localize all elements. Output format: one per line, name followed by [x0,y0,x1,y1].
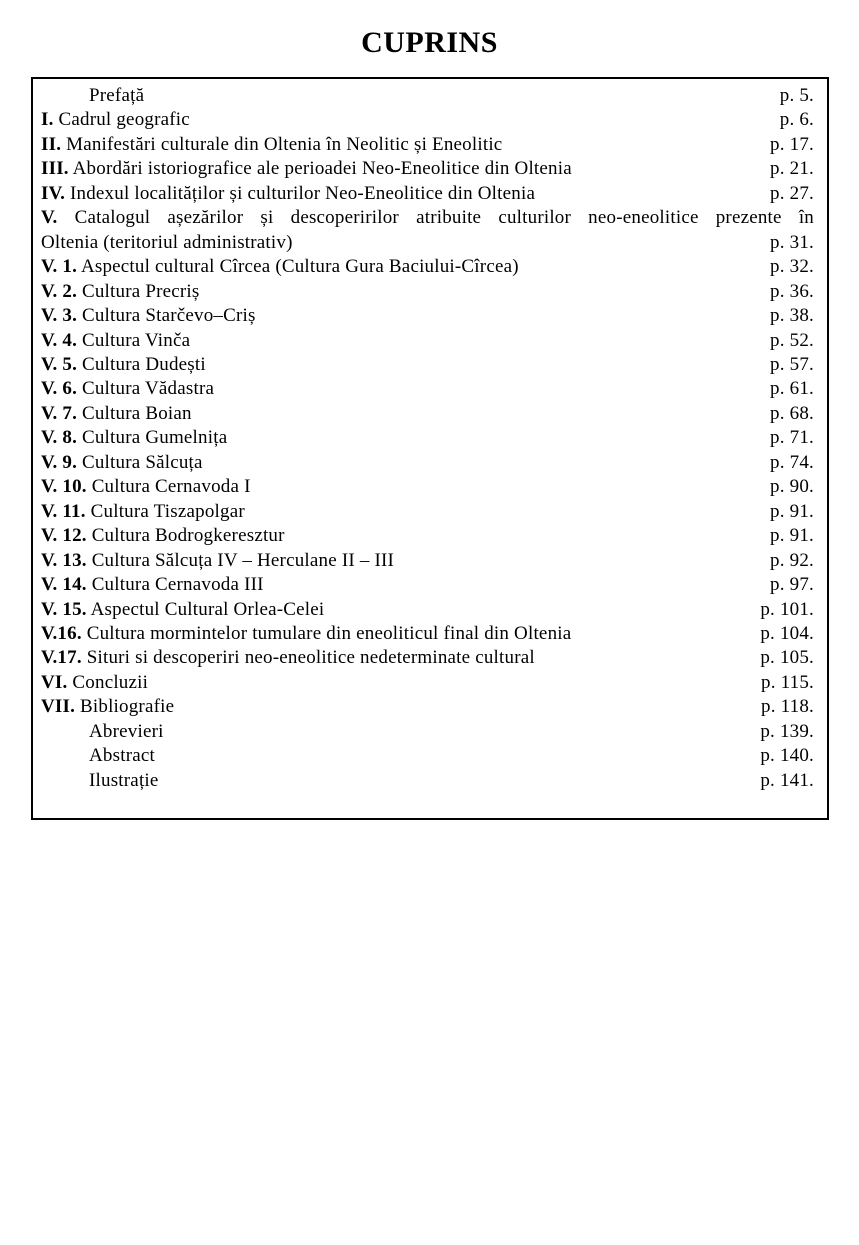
toc-entry [41,353,814,377]
toc-entry [41,426,814,450]
entry-title-line1: Catalogul așezărilor și descoperirilor atribuite culturilor neo-eneolitice prezente în [74,207,814,229]
entry-text [41,402,770,426]
toc-entry [41,720,814,744]
entry-text [41,329,770,353]
entry-page: p. 97. [770,574,814,596]
toc-entry [41,622,814,646]
entry-title: Cultura Tiszapolgar [90,500,245,522]
entry-page: p. 6. [779,109,814,131]
entry-page: p. 71. [770,427,814,449]
toc-entry [41,206,814,255]
entry-text [41,744,760,768]
entry-number: III. [41,158,69,180]
entry-page: p. 61. [770,378,814,400]
entry-number: V. 5. [41,353,78,375]
entry-number: V.17. [41,647,82,669]
toc-entry [41,377,814,401]
toc-entry [41,182,814,206]
entry-text [41,524,770,548]
entry-page: p. 21. [770,158,814,180]
entry-text [41,769,760,793]
entry-title: Cadrul geografic [58,109,190,131]
entry-title: Cultura Starčevo–Criș [81,305,256,327]
entry-text [41,720,760,744]
entry-number: V. 3. [41,305,78,327]
toc-entry [41,255,814,279]
toc-entry [41,646,814,670]
entry-page: p. 140. [760,745,814,767]
entry-page: p. 104. [760,622,814,644]
toc-entry [41,573,814,597]
entry-number: V. 12. [41,525,87,547]
entry-page: p. 57. [770,353,814,375]
entry-text [41,304,770,328]
toc-entry [41,598,814,622]
entry-title: Abrevieri [89,720,164,742]
entry-page: p. 91. [770,500,814,522]
entry-text [41,695,761,719]
entry-page: p. 139. [760,720,814,742]
toc-entry [41,475,814,499]
toc-entry [41,329,814,353]
entry-number: V. 14. [41,574,87,596]
entry-text [41,451,770,475]
entry-page: p. 92. [770,549,814,571]
entry-title: Cultura Cernavoda III [91,574,264,596]
entry-title: Cultura mormintelor tumulare din eneoliticul final din Oltenia [86,622,572,644]
entry-text [41,206,814,230]
entry-page: p. 141. [760,769,814,791]
entry-number: V. 6. [41,378,78,400]
entry-page: p. 32. [770,256,814,278]
entry-title: Cultura Sălcuța [81,451,203,473]
toc-entry [41,133,814,157]
toc-entry [41,695,814,719]
toc-entry [41,500,814,524]
entry-page: p. 68. [770,402,814,424]
entry-line2 [41,231,814,255]
toc-entry [41,402,814,426]
entry-number: V. 10. [41,476,87,498]
entry-page: p. 31. [770,231,814,253]
entry-number: V. 7. [41,402,78,424]
entry-text [41,157,770,181]
entry-page: p. 17. [770,133,814,155]
page-title: CUPRINS [361,26,498,59]
entry-text [41,255,770,279]
entry-page: p. 36. [770,280,814,302]
entry-page: p. 90. [770,476,814,498]
entry-title: Cultura Dudești [81,353,206,375]
entry-number: V. 11. [41,500,86,522]
toc-entry [41,108,814,132]
entry-text [41,426,770,450]
entry-text [41,573,770,597]
entry-number: V. 15. [41,598,87,620]
entry-title: Abordări istoriografice ale perioadei Neo-Eneolitice din Oltenia [72,158,572,180]
entry-title: Cultura Precriș [81,280,200,302]
entry-text [41,84,780,108]
entry-title: Prefață [89,85,145,106]
entry-title: Bibliografie [80,696,175,718]
entry-title: Concluzii [72,671,149,693]
entry-page: p. 101. [760,598,814,620]
toc-entry [41,671,814,695]
entry-number: V. 2. [41,280,78,302]
toc-entry [41,451,814,475]
toc-entry [41,304,814,328]
entry-title: Cultura Vinča [81,329,191,351]
entry-text [41,133,770,157]
entry-number: V. 8. [41,427,78,449]
entry-number: I. [41,109,54,131]
entry-page: p. 118. [761,696,814,718]
entry-title: Cultura Boian [81,402,192,424]
toc-entry [41,524,814,548]
entry-page: p. 27. [770,182,814,204]
entry-page: p. 91. [770,525,814,547]
entry-title: Cultura Bodrogkeresztur [91,525,285,547]
toc-entry [41,157,814,181]
entry-title: Cultura Cernavoda I [91,476,251,498]
toc-entry [41,769,814,793]
entry-title: Situri si descoperiri neo-eneolitice nedeterminate cultural [86,647,535,669]
entry-text [41,182,770,206]
entry-text [41,646,760,670]
toc-entry [41,84,814,108]
toc-entry [41,549,814,573]
entry-text [41,475,770,499]
entry-number: II. [41,133,62,155]
entry-text [41,500,770,524]
entry-title-line2: Oltenia (teritoriul administrativ) [41,231,293,253]
entry-title: Aspectul cultural Cîrcea (Cultura Gura Baciului-Cîrcea) [80,256,519,278]
entry-title: Ilustrație [89,769,159,791]
entry-number: V. [41,207,58,229]
entry-page: p. 74. [770,451,814,473]
toc-box [31,77,829,820]
toc-entry [41,280,814,304]
entry-page: p. 105. [760,647,814,669]
entry-title: Manifestări culturale din Oltenia în Neolitic și Eneolitic [66,133,503,155]
entry-text [41,598,760,622]
entry-page: p. 52. [770,329,814,351]
entry-text [41,108,780,132]
entry-title: Aspectul Cultural Orlea-Celei [90,598,325,620]
entry-number: V. 1. [41,256,78,278]
entry-page: p. 5. [779,85,814,106]
entry-page: p. 115. [761,671,814,693]
entry-title: Cultura Gumelnița [81,427,228,449]
entry-page: p. 38. [770,305,814,327]
entry-number: V.16. [41,622,82,644]
entry-title: Cultura Vădastra [81,378,215,400]
entry-text [41,622,760,646]
entry-text [41,280,770,304]
entry-number: VII. [41,696,76,718]
entry-text [41,549,770,573]
entry-number: IV. [41,182,66,204]
entry-number: V. 4. [41,329,78,351]
entry-number: V. 9. [41,451,78,473]
entry-title: Abstract [89,745,155,767]
entry-title: Cultura Sălcuța IV – Herculane II – III [91,549,395,571]
entry-number: VI. [41,671,68,693]
entry-text [41,353,770,377]
entry-title: Indexul localităților și culturilor Neo-Eneolitice din Oltenia [69,182,536,204]
entry-text [41,671,761,695]
entry-number: V. 13. [41,549,87,571]
entry-text [41,377,770,401]
toc-entry [41,744,814,768]
